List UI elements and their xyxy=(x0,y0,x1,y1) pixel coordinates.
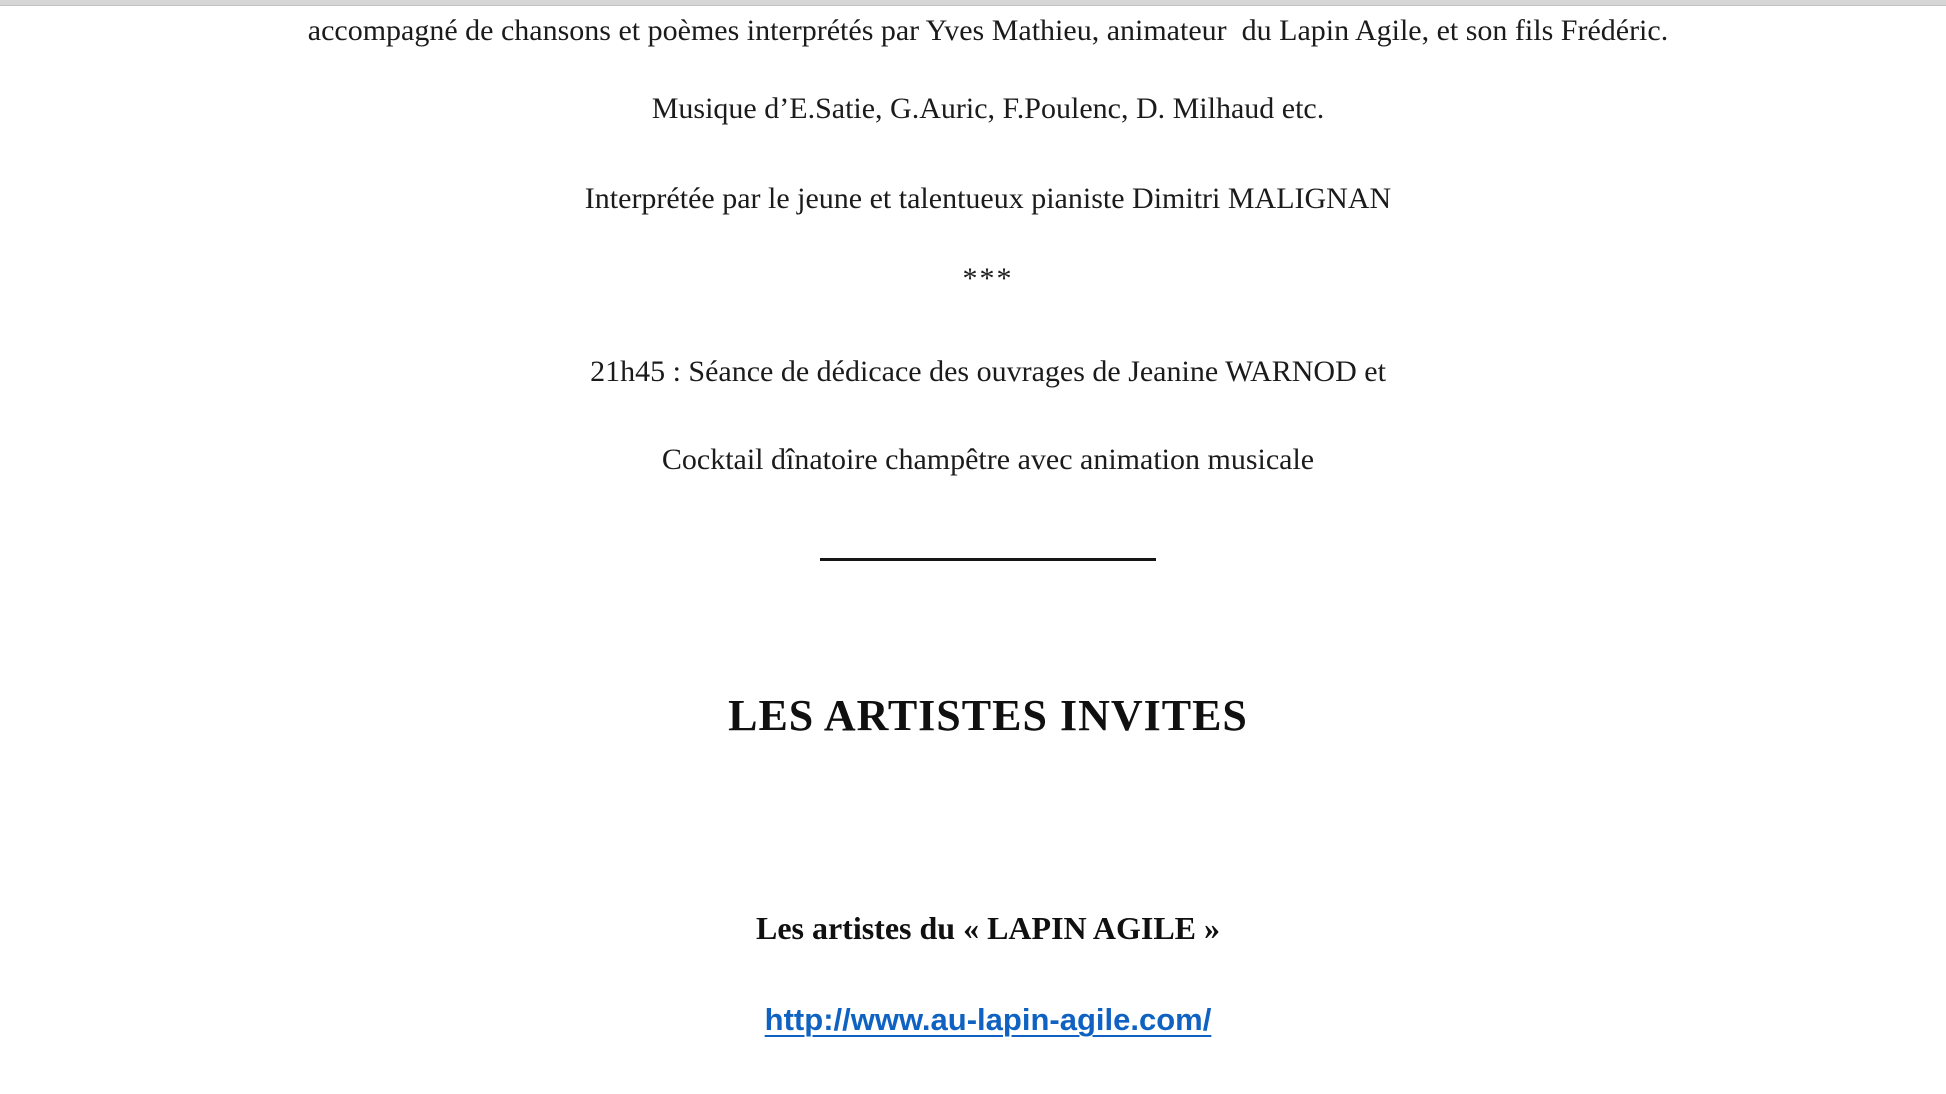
section-heading: LES ARTISTES INVITES xyxy=(728,691,1248,740)
lapin-agile-link[interactable]: http://www.au-lapin-agile.com/ xyxy=(764,1002,1212,1037)
paragraph-dedicace: 21h45 : Séance de dédicace des ouvrages de Jeanine WARNOD et xyxy=(590,355,1386,388)
subheading-lapin-agile: Les artistes du « LAPIN AGILE » xyxy=(755,910,1221,946)
stars-separator: *** xyxy=(962,262,1014,295)
document-content xyxy=(15,0,1946,1094)
separator-rule xyxy=(820,558,1156,561)
paragraph-pianiste: Interprétée par le jeune et talentueux pianiste Dimitri MALIGNAN xyxy=(584,182,1392,215)
link-line xyxy=(15,1002,1946,1038)
paragraph-accompagne: accompagné de chansons et poèmes interprétés par Yves Mathieu, animateur du Lapin Agile, et son fils Frédéric. xyxy=(307,14,1669,47)
paragraph-musique: Musique d’E.Satie, G.Auric, F.Poulenc, D. Milhaud etc. xyxy=(651,92,1325,125)
paragraph-cocktail: Cocktail dînatoire champêtre avec animation musicale xyxy=(661,443,1315,476)
